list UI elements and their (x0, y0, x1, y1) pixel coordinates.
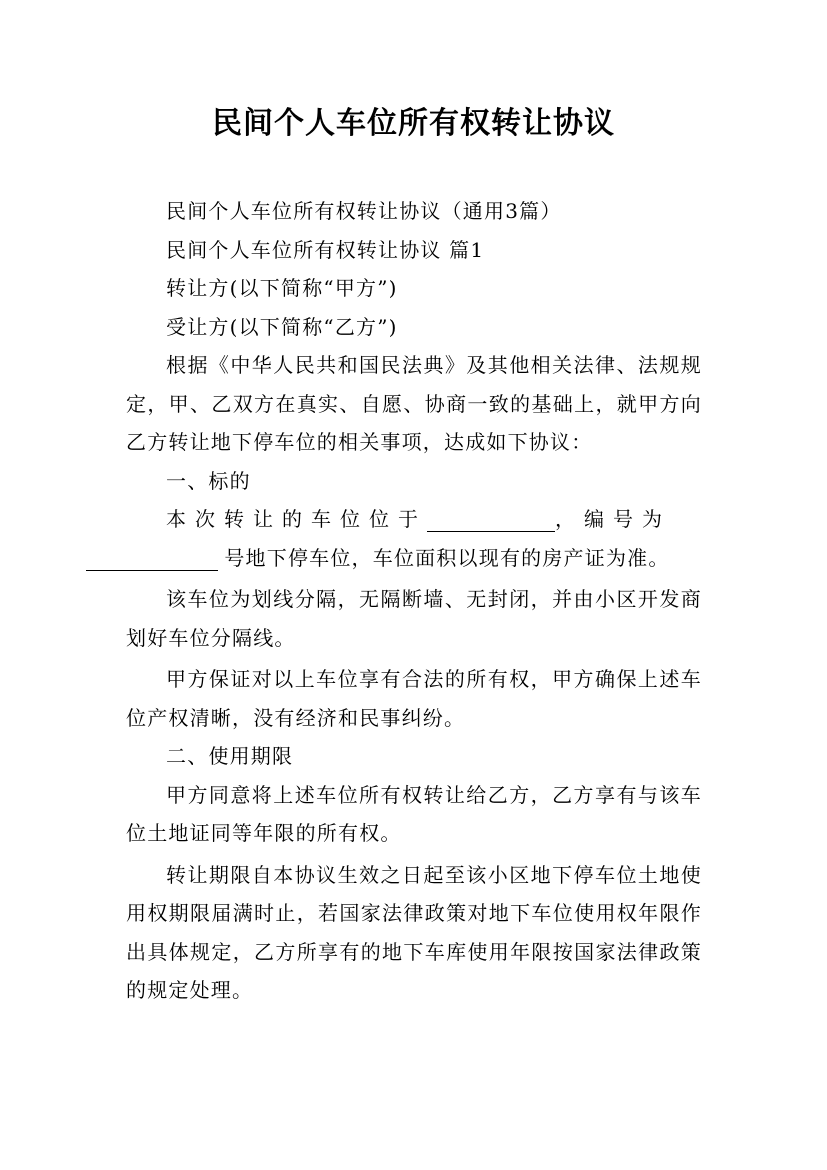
text-number-label: ，编号为 (555, 507, 671, 531)
paragraph-transfer-period: 转让期限自本协议生效之日起至该小区地下停车位土地使用权期限届满时止，若国家法律政策对地下车位使用权年限作出具体规定，乙方所享有的地下车库使用年限按国家法律政策的规定处理。 (126, 862, 702, 1002)
paragraph-ownership-guarantee: 甲方保证对以上车位享有合法的所有权，甲方确保上述车位产权清晰，没有经济和民事纠纷。 (126, 667, 702, 730)
paragraph-parking-division: 该车位为划线分隔，无隔断墙、无封闭，并由小区开发商划好车位分隔线。 (126, 587, 702, 650)
paragraph-preamble: 根据《中华人民共和国民法典》及其他相关法律、法规规定，甲、乙双方在真实、自愿、协商一致的基础上，就甲方向乙方转让地下停车位的相关事项，达成如下协议： (126, 353, 702, 454)
document-title: 民间个人车位所有权转让协议 (212, 106, 615, 141)
paragraph-transferor: 转让方(以下简称“甲方”) (166, 276, 398, 300)
document-body (126, 192, 702, 1010)
paragraph-parking-location (126, 500, 702, 577)
paragraph-heading-collection: 民间个人车位所有权转让协议（通用3篇） (166, 199, 562, 223)
blank-number-line (86, 550, 218, 571)
text-location-suffix: 号地下停车位，车位面积以现有的房产证为准。 (224, 545, 670, 570)
paragraph-transfer-consent: 甲方同意将上述车位所有权转让给乙方，乙方享有与该车位土地证同等年限的所有权。 (126, 782, 702, 845)
section-heading-subject: 一、标的 (166, 468, 251, 493)
section-heading-term: 二、使用期限 (166, 744, 294, 768)
paragraph-heading-part1: 民间个人车位所有权转让协议 篇1 (166, 237, 485, 262)
blank-location-line (427, 511, 555, 532)
text-location-prefix: 本次转让的车位位于 (166, 507, 427, 531)
paragraph-transferee: 受让方(以下简称“乙方”) (166, 314, 398, 339)
